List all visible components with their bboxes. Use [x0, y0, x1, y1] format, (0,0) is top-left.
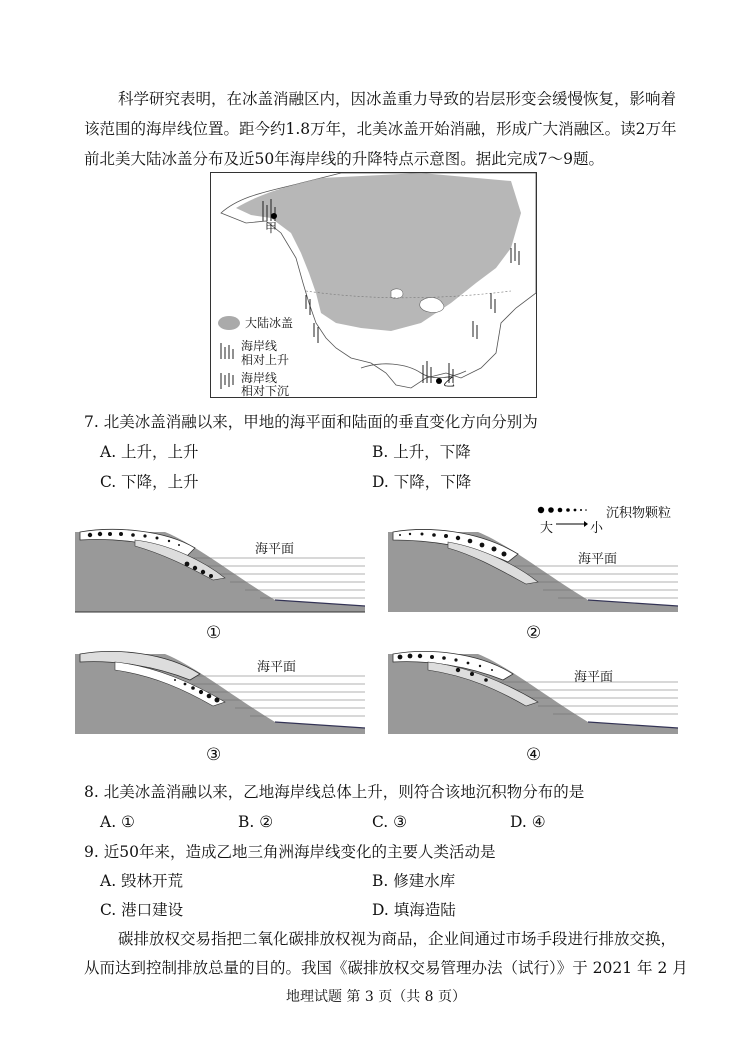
q8-option-a: A. ①	[100, 813, 135, 831]
sediment-legend-title: 沉积物颗粒	[606, 506, 672, 521]
diagram-number-1: ①	[206, 623, 222, 643]
sea-level-label-3: 海平面	[257, 660, 297, 675]
sediment-legend-large: 大	[540, 521, 554, 536]
q9-option-a: A. 毁林开荒	[100, 872, 184, 890]
legend-rise-label-1: 海岸线	[241, 339, 278, 353]
diagram-number-2: ②	[526, 623, 542, 643]
para2-line-2: 从而达到控制排放总量的目的。我国《碳排放权交易管理办法（试行）》于 2021 年 2 月	[84, 959, 688, 977]
point-yi	[436, 378, 442, 384]
q8-option-c: C. ③	[372, 813, 408, 831]
sediment-diagram-3	[75, 648, 365, 760]
q9-stem: 9. 近50年来，造成乙地三角洲海岸线变化的主要人类活动是	[84, 843, 496, 861]
q9-option-b: B. 修建水库	[372, 872, 456, 890]
north-america-ice-sheet-map	[210, 172, 537, 398]
q8-stem: 8. 北美冰盖消融以来，乙地海岸线总体上升，则符合该地沉积物分布的是	[84, 783, 585, 801]
q7-stem: 7. 北美冰盖消融以来，甲地的海平面和陆面的垂直变化方向分别为	[84, 413, 538, 431]
para2-line-1: 碳排放权交易指把二氧化碳排放权视为商品，企业间通过市场手段进行排放交换，	[118, 930, 677, 948]
sediment-diagram-2	[388, 526, 678, 638]
sediment-legend-small: 小	[590, 521, 604, 536]
sediment-diagram-4	[388, 648, 678, 760]
intro-line-1: 科学研究表明，在冰盖消融区内，因冰盖重力导致的岩层形变会缓慢恢复，影响着	[118, 90, 677, 108]
legend-sink-label-1: 海岸线	[241, 371, 278, 385]
legend-rise-label-2: 相对上升	[241, 353, 290, 367]
diagram-number-3: ③	[206, 745, 222, 765]
sediment-grain-legend-dots	[536, 504, 596, 516]
label-jia: 甲	[265, 221, 278, 235]
q7-option-d: D. 下降，下降	[372, 473, 472, 491]
legend-ice-swatch	[218, 316, 240, 330]
q7-option-a: A. 上升，上升	[100, 443, 199, 461]
q7-option-b: B. 上升，下降	[372, 443, 471, 461]
q9-option-d: D. 填海造陆	[372, 901, 456, 919]
sea-level-label-2: 海平面	[578, 552, 618, 567]
sea-level-label-1: 海平面	[255, 542, 295, 557]
q9-option-c: C. 港口建设	[100, 901, 184, 919]
intro-line-2: 该范围的海岸线位置。距今约1.8万年，北美冰盖开始消融，形成广大消融区。读2万年	[84, 120, 677, 138]
legend-sink-arrows	[221, 373, 233, 389]
q7-option-c: C. 下降，上升	[100, 473, 199, 491]
legend-sink-label-2: 相对下沉	[241, 384, 290, 398]
diagram-number-4: ④	[526, 745, 542, 765]
intro-line-3: 前北美大陆冰盖分布及近50年海岸线的升降特点示意图。据此完成7～9题。	[84, 150, 604, 168]
legend-rise-arrows	[221, 343, 233, 359]
label-yi: 乙	[443, 375, 456, 389]
sediment-diagram-1	[75, 526, 365, 638]
q8-option-b: B. ②	[238, 813, 274, 831]
page-footer: 地理试题 第 3 页（共 8 页）	[285, 989, 467, 1005]
q8-option-d: D. ④	[510, 813, 546, 831]
point-jia	[271, 213, 277, 219]
legend-ice-label: 大陆冰盖	[245, 316, 294, 330]
sea-level-label-4: 海平面	[574, 670, 614, 685]
